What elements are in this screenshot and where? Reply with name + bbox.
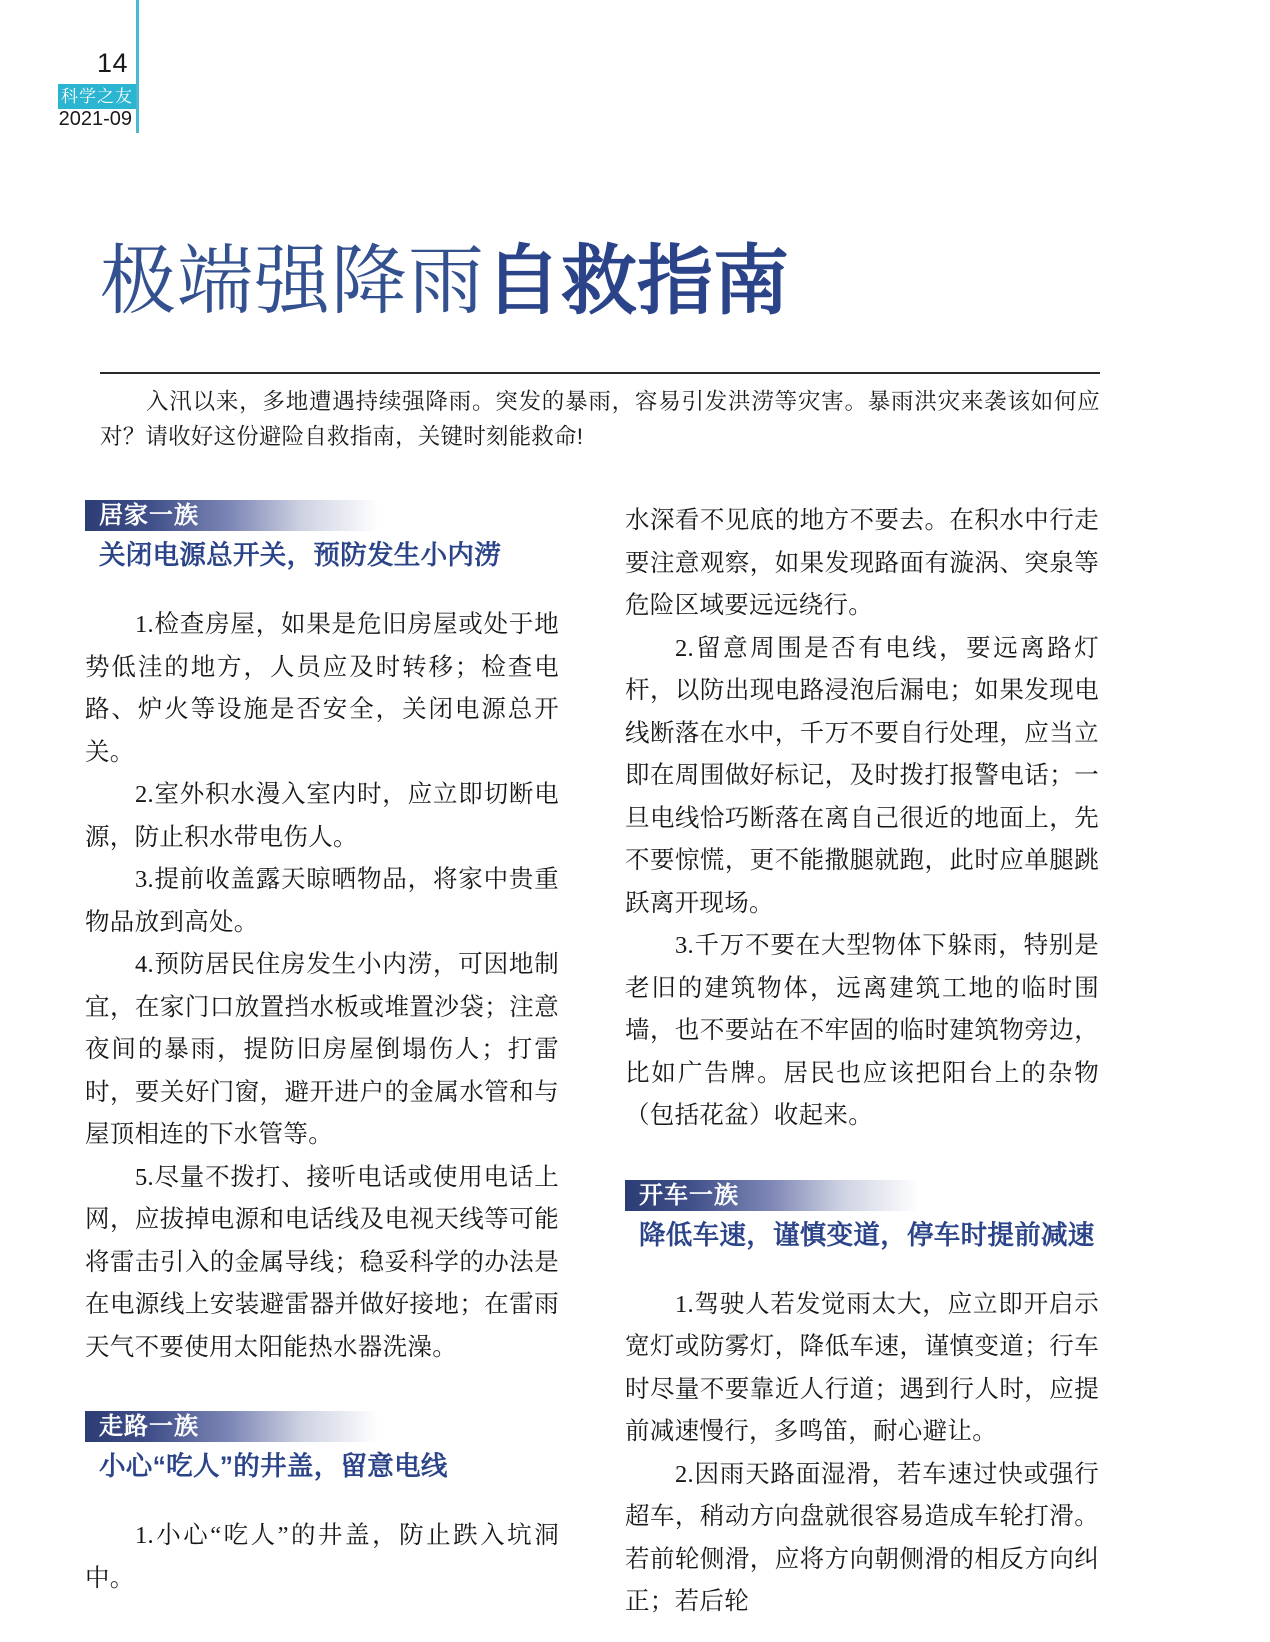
paragraph: 2.室外积水漫入室内时，应立即切断电源，防止积水带电伤人。 xyxy=(85,781,559,851)
section-badge-label: 居家一族 xyxy=(99,502,199,529)
paragraph: 1.小心“吃人”的井盖，防止跌入坑洞中。 xyxy=(85,1522,559,1592)
title-part-thin: 极端强降雨 xyxy=(100,239,485,324)
section-badge-walking xyxy=(85,1411,385,1442)
page-folio xyxy=(0,0,150,140)
section-badge-home xyxy=(85,500,385,531)
article-title xyxy=(100,236,1100,328)
section-subhead-driving: 降低车速，谨慎变道，停车时提前减速 xyxy=(639,1219,1095,1250)
magazine-name-badge: 科学之友 xyxy=(58,84,136,109)
paragraph: 1.驾驶人若发觉雨太大，应立即开启示宽灯或防雾灯，降低车速，谨慎变道；行车时尽量不要靠近人行道；遇到行人时，应提前减速慢行，多鸣笛，耐心避让。 xyxy=(625,1290,1099,1445)
section-home xyxy=(85,500,559,574)
section-subhead-walking: 小心“吃人”的井盖，留意电线 xyxy=(99,1451,448,1481)
paragraph: 1.检查房屋，如果是危旧房屋或处于地势低洼的地方，人员应及时转移；检查电路、炉火等设施是否安全，关闭电源总开关。 xyxy=(85,611,559,766)
paragraph: 5.尽量不拨打、接听电话或使用电话上网，应拔掉电源和电话线及电视天线等可能将雷击引入的金属导线；稳妥科学的办法是在电源线上安装避雷器并做好接地；在雷雨天气不要使用太阳能热水器洗澡。 xyxy=(85,1163,559,1361)
column-left xyxy=(85,500,559,1600)
paragraph: 2.因雨天路面湿滑，若车速过快或强行超车，稍动方向盘就很容易造成车轮打滑。若前轮侧滑，应将方向朝侧滑的相反方向纠正；若后轮 xyxy=(625,1460,1099,1615)
section-badge-label: 走路一族 xyxy=(99,1413,199,1440)
lead-paragraph: 入汛以来，多地遭遇持续强降雨。突发的暴雨，容易引发洪涝等灾害。暴雨洪灾来袭该如何应对？请收好这份避险自救指南，关键时刻能救命! xyxy=(100,389,1100,449)
folio-accent-rule xyxy=(136,0,139,133)
section-walking xyxy=(85,1411,559,1485)
title-divider-rule xyxy=(100,372,1100,374)
page-number: 14 xyxy=(96,48,128,78)
column-right xyxy=(625,500,1099,1624)
section-subhead-home: 关闭电源总开关，预防发生小内涝 xyxy=(99,540,501,570)
issue-date: 2021-09 xyxy=(58,108,132,130)
section-badge-label: 开车一族 xyxy=(639,1181,739,1209)
paragraph: 2.留意周围是否有电线，要远离路灯杆，以防出现电路浸泡后漏电；如果发现电线断落在水中，千万不要自行处理，应当立即在周围做好标记，及时拨打报警电话；一旦电线恰巧断落在离自己很近的地面上，先不要惊慌，更不能撒腿就跑，此时应单腿跳跃离开现场。 xyxy=(625,634,1099,917)
paragraph: 3.千万不要在大型物体下躲雨，特别是老旧的建筑物体，远离建筑工地的临时围墙，也不要站在不牢固的临时建筑物旁边，比如广告牌。居民也应该把阳台上的杂物（包括花盆）收起来。 xyxy=(625,932,1099,1129)
section-badge-driving xyxy=(625,1180,925,1211)
paragraph: 3.提前收盖露天晾晒物品，将家中贵重物品放到高处。 xyxy=(85,866,559,936)
paragraph: 4.预防居民住房发生小内涝，可因地制宜，在家门口放置挡水板或堆置沙袋；注意夜间的暴雨，提防旧房屋倒塌伤人；打雷时，要关好门窗，避开进户的金属水管和与屋顶相连的下水管等。 xyxy=(85,951,559,1148)
section-driving xyxy=(625,1180,1099,1254)
paragraph: 水深看不见底的地方不要去。在积水中行走要注意观察，如果发现路面有漩涡、突泉等危险区域要远远绕行。 xyxy=(625,507,1099,619)
title-part-bold: 自救指南 xyxy=(485,239,789,324)
